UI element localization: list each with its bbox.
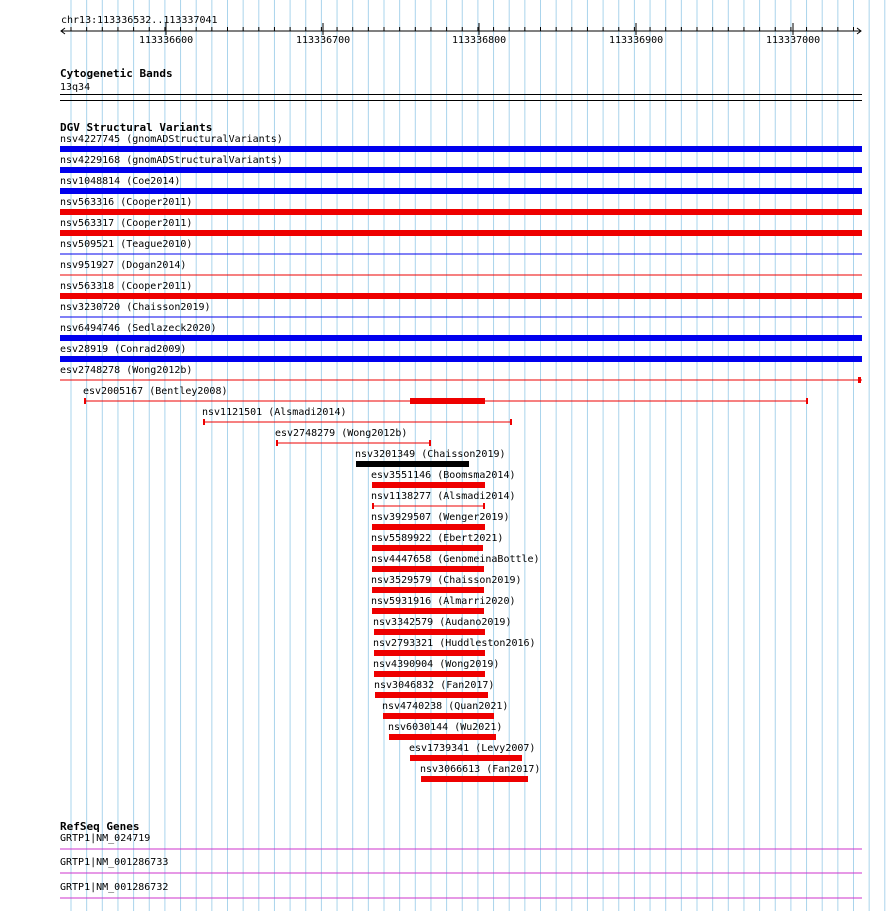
variant-bar: [356, 461, 469, 467]
variant-bar: [410, 755, 522, 761]
variant-label: nsv5589922 (Ebert2021): [371, 533, 504, 544]
variant-label: esv28919 (Conrad2009): [60, 344, 187, 355]
ruler-tick-label: 113336800: [452, 35, 507, 46]
cytoband-label: 13q34: [60, 82, 91, 93]
variant-label: esv2748279 (Wong2012b): [275, 428, 408, 439]
gene-label: GRTP1|NM_001286733: [60, 857, 169, 868]
variant-label: nsv563318 (Cooper2011): [60, 281, 193, 292]
variant-label: esv3551146 (Boomsma2014): [371, 470, 516, 481]
variant-bar: [389, 734, 496, 740]
variant-label: esv2005167 (Bentley2008): [83, 386, 228, 397]
variant-bar: [374, 650, 485, 656]
variant-bar: [60, 146, 862, 152]
variant-label: nsv4447658 (GenomeinaBottle): [371, 554, 540, 565]
variant-bar: [374, 629, 485, 635]
location-label: chr13:113336532..113337041: [61, 15, 218, 26]
variant-label: nsv6494746 (Sedlazeck2020): [60, 323, 217, 334]
variant-label: nsv3046832 (Fan2017): [374, 680, 495, 691]
variant-bar: [375, 692, 488, 698]
variant-thick-segment: [410, 398, 485, 404]
variant-bar: [372, 482, 485, 488]
ruler-tick-label: 113336700: [296, 35, 351, 46]
variant-bar: [421, 776, 528, 782]
variant-label: nsv563316 (Cooper2011): [60, 197, 193, 208]
variant-end-cap: [858, 377, 861, 383]
gene-label: GRTP1|NM_001286732: [60, 882, 169, 893]
variant-label: esv2748278 (Wong2012b): [60, 365, 193, 376]
dgv-track-title: DGV Structural Variants: [60, 121, 213, 134]
variant-label: nsv4390904 (Wong2019): [373, 659, 500, 670]
variant-bar: [372, 524, 485, 530]
ruler-tick-label: 113336900: [609, 35, 664, 46]
variant-bar: [60, 293, 862, 299]
variant-label: nsv1048814 (Coe2014): [60, 176, 181, 187]
variant-bar: [372, 566, 484, 572]
variant-bar: [60, 230, 862, 236]
variant-label: nsv3201349 (Chaisson2019): [355, 449, 506, 460]
variant-bar: [372, 545, 483, 551]
cytoband-track-title: Cytogenetic Bands: [60, 67, 173, 80]
variant-bar: [372, 608, 484, 614]
variant-bar: [60, 356, 862, 362]
variant-label: nsv3230720 (Chaisson2019): [60, 302, 211, 313]
variant-label: nsv2793321 (Huddleston2016): [373, 638, 536, 649]
variant-label: esv1739341 (Levy2007): [409, 743, 536, 754]
variant-bar: [60, 335, 862, 341]
variant-label: nsv6030144 (Wu2021): [388, 722, 503, 733]
refseq-track-title: RefSeq Genes: [60, 820, 140, 833]
ruler-tick-label: 113337000: [766, 35, 821, 46]
variant-label: nsv951927 (Dogan2014): [60, 260, 187, 271]
variant-bar: [60, 209, 862, 215]
variant-label: nsv3342579 (Audano2019): [373, 617, 512, 628]
variant-bar: [60, 188, 862, 194]
variant-bar: [60, 167, 862, 173]
variant-label: nsv4740238 (Quan2021): [382, 701, 509, 712]
variant-label: nsv4229168 (gnomADStructuralVariants): [60, 155, 283, 166]
variant-bar: [372, 587, 484, 593]
variant-label: nsv3529579 (Chaisson2019): [371, 575, 522, 586]
variant-bar: [383, 713, 494, 719]
variant-label: nsv1121501 (Alsmadi2014): [202, 407, 347, 418]
variant-label: nsv1138277 (Alsmadi2014): [371, 491, 516, 502]
gene-label: GRTP1|NM_024719: [60, 833, 151, 844]
variant-label: nsv5931916 (Almarri2020): [371, 596, 516, 607]
variant-label: nsv3066613 (Fan2017): [420, 764, 541, 775]
variant-label: nsv4227745 (gnomADStructuralVariants): [60, 134, 283, 145]
variant-bar: [374, 671, 485, 677]
variant-label: nsv563317 (Cooper2011): [60, 218, 193, 229]
variant-label: nsv3929507 (Wenger2019): [371, 512, 510, 523]
ruler-tick-label: 113336600: [139, 35, 194, 46]
variant-label: nsv509521 (Teague2010): [60, 239, 193, 250]
